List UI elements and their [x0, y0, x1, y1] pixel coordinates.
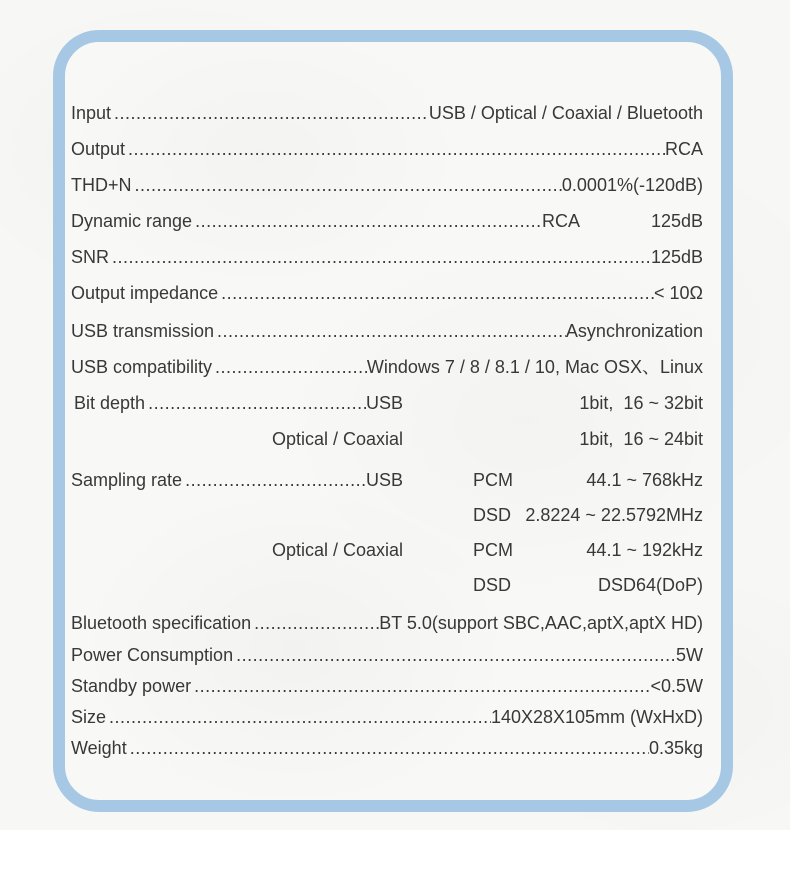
dotted-leader	[212, 358, 367, 376]
dotted-leader	[233, 646, 676, 664]
sampling-source-optical: Optical / Coaxial	[271, 539, 403, 560]
dotted-leader	[214, 322, 566, 340]
spec-value-bit-depth-usb: 1bit, 16 ~ 32bit	[579, 393, 703, 413]
spec-row-output-impedance	[71, 275, 703, 311]
spec-row-bluetooth	[71, 606, 703, 639]
spec-panel	[53, 30, 733, 812]
spec-label-bit-depth: Bit depth	[74, 393, 146, 413]
spec-value-usb-transmission: Asynchronization	[565, 321, 703, 341]
spec-row-input	[71, 95, 703, 131]
sampling-type-optical-pcm: PCM	[473, 539, 513, 560]
spec-label-weight: Weight	[71, 737, 127, 758]
spec-value-standby-power: <0.5W	[650, 675, 703, 696]
spec-value-sampling-optical-pcm: 44.1 ~ 192kHz	[586, 539, 703, 560]
spec-value-usb-compatibility: Windows 7 / 8 / 8.1 / 10, Mac OSX、Linux	[366, 357, 703, 377]
spec-label-snr: SNR	[71, 247, 110, 267]
spec-label-power-consumption: Power Consumption	[71, 644, 234, 665]
dotted-leader	[218, 284, 654, 302]
dotted-leader	[191, 677, 650, 695]
dotted-leader	[251, 614, 379, 632]
bit-depth-optical-left	[71, 430, 403, 448]
dotted-leader	[192, 212, 542, 230]
spec-value-output-impedance: < 10Ω	[654, 283, 703, 303]
dotted-leader	[132, 176, 562, 194]
spec-row-sampling-optical-pcm	[71, 532, 703, 567]
spec-label-usb-transmission: USB transmission	[71, 321, 215, 341]
spec-value-power-consumption: 5W	[676, 644, 703, 665]
spec-value-sampling-optical-dsd: DSD64(DoP)	[597, 574, 703, 595]
dotted-leader	[125, 140, 665, 158]
sampling-type-usb-dsd: DSD	[473, 504, 512, 525]
spec-row-sampling-usb-dsd	[71, 497, 703, 532]
bit-depth-usb-left	[71, 394, 403, 412]
spec-value-snr: 125dB	[650, 247, 703, 267]
dotted-leader	[109, 248, 651, 266]
sampling-type-optical-dsd: DSD	[473, 574, 512, 595]
spec-value-dynamic-range: 125dB	[650, 211, 703, 231]
spec-row-dynamic-range	[71, 203, 703, 239]
bit-depth-source-optical: Optical / Coaxial	[271, 429, 403, 449]
spec-value-sampling-usb-dsd: 2.8224 ~ 22.5792MHz	[525, 504, 703, 525]
spec-row-thdn	[71, 167, 703, 203]
spec-label-usb-compatibility: USB compatibility	[71, 357, 213, 377]
dotted-leader	[145, 394, 366, 412]
spec-value-weight: 0.35kg	[648, 737, 703, 758]
spec-value-bluetooth: BT 5.0(support SBC,AAC,aptX,aptX HD)	[379, 612, 703, 633]
spec-row-size	[71, 701, 703, 732]
spec-value-thdn: 0.0001%(-120dB)	[561, 175, 703, 195]
spec-value-bit-depth-optical: 1bit, 16 ~ 24bit	[579, 429, 703, 449]
spec-label-size: Size	[71, 706, 107, 727]
dotted-leader	[111, 104, 429, 122]
spec-label-input: Input	[71, 103, 112, 123]
spec-label-dynamic-range: Dynamic range	[71, 211, 193, 231]
spec-value-size: 140X28X105mm (WxHxD)	[490, 706, 703, 727]
spec-value-output: RCA	[664, 139, 703, 159]
spec-row-power-consumption	[71, 639, 703, 670]
sampling-source-usb: USB	[365, 469, 403, 490]
spec-row-snr	[71, 239, 703, 275]
spec-row-bit-depth-optical	[71, 421, 703, 457]
dotted-leader	[106, 708, 491, 726]
spec-row-output	[71, 131, 703, 167]
spec-rows	[65, 42, 721, 763]
spec-label-bluetooth: Bluetooth specification	[71, 612, 252, 633]
spec-label-output-impedance: Output impedance	[71, 283, 219, 303]
spec-row-weight	[71, 732, 703, 763]
spec-label-sampling-rate: Sampling rate	[71, 469, 183, 490]
spec-row-usb-compatibility	[71, 349, 703, 385]
spec-label-standby-power: Standby power	[71, 675, 192, 696]
spec-row-sampling-usb-pcm	[71, 462, 703, 497]
spec-row-standby-power	[71, 670, 703, 701]
spec-label-thdn: THD+N	[71, 175, 132, 195]
dotted-leader	[182, 471, 366, 489]
spec-channel-dynamic-range: RCA	[541, 211, 580, 231]
spec-row-usb-transmission	[71, 313, 703, 349]
spec-value-sampling-usb-pcm: 44.1 ~ 768kHz	[586, 469, 703, 490]
spec-row-bit-depth-usb	[71, 385, 703, 421]
spec-value-input: USB / Optical / Coaxial / Bluetooth	[428, 103, 703, 123]
sampling-type-usb-pcm: PCM	[473, 469, 513, 490]
sampling-optical-left	[71, 541, 403, 559]
spec-label-output: Output	[71, 139, 126, 159]
dotted-leader	[127, 739, 649, 757]
bit-depth-source-usb: USB	[365, 393, 403, 413]
spec-row-sampling-optical-dsd	[71, 567, 703, 602]
sampling-usb-left	[71, 471, 403, 489]
